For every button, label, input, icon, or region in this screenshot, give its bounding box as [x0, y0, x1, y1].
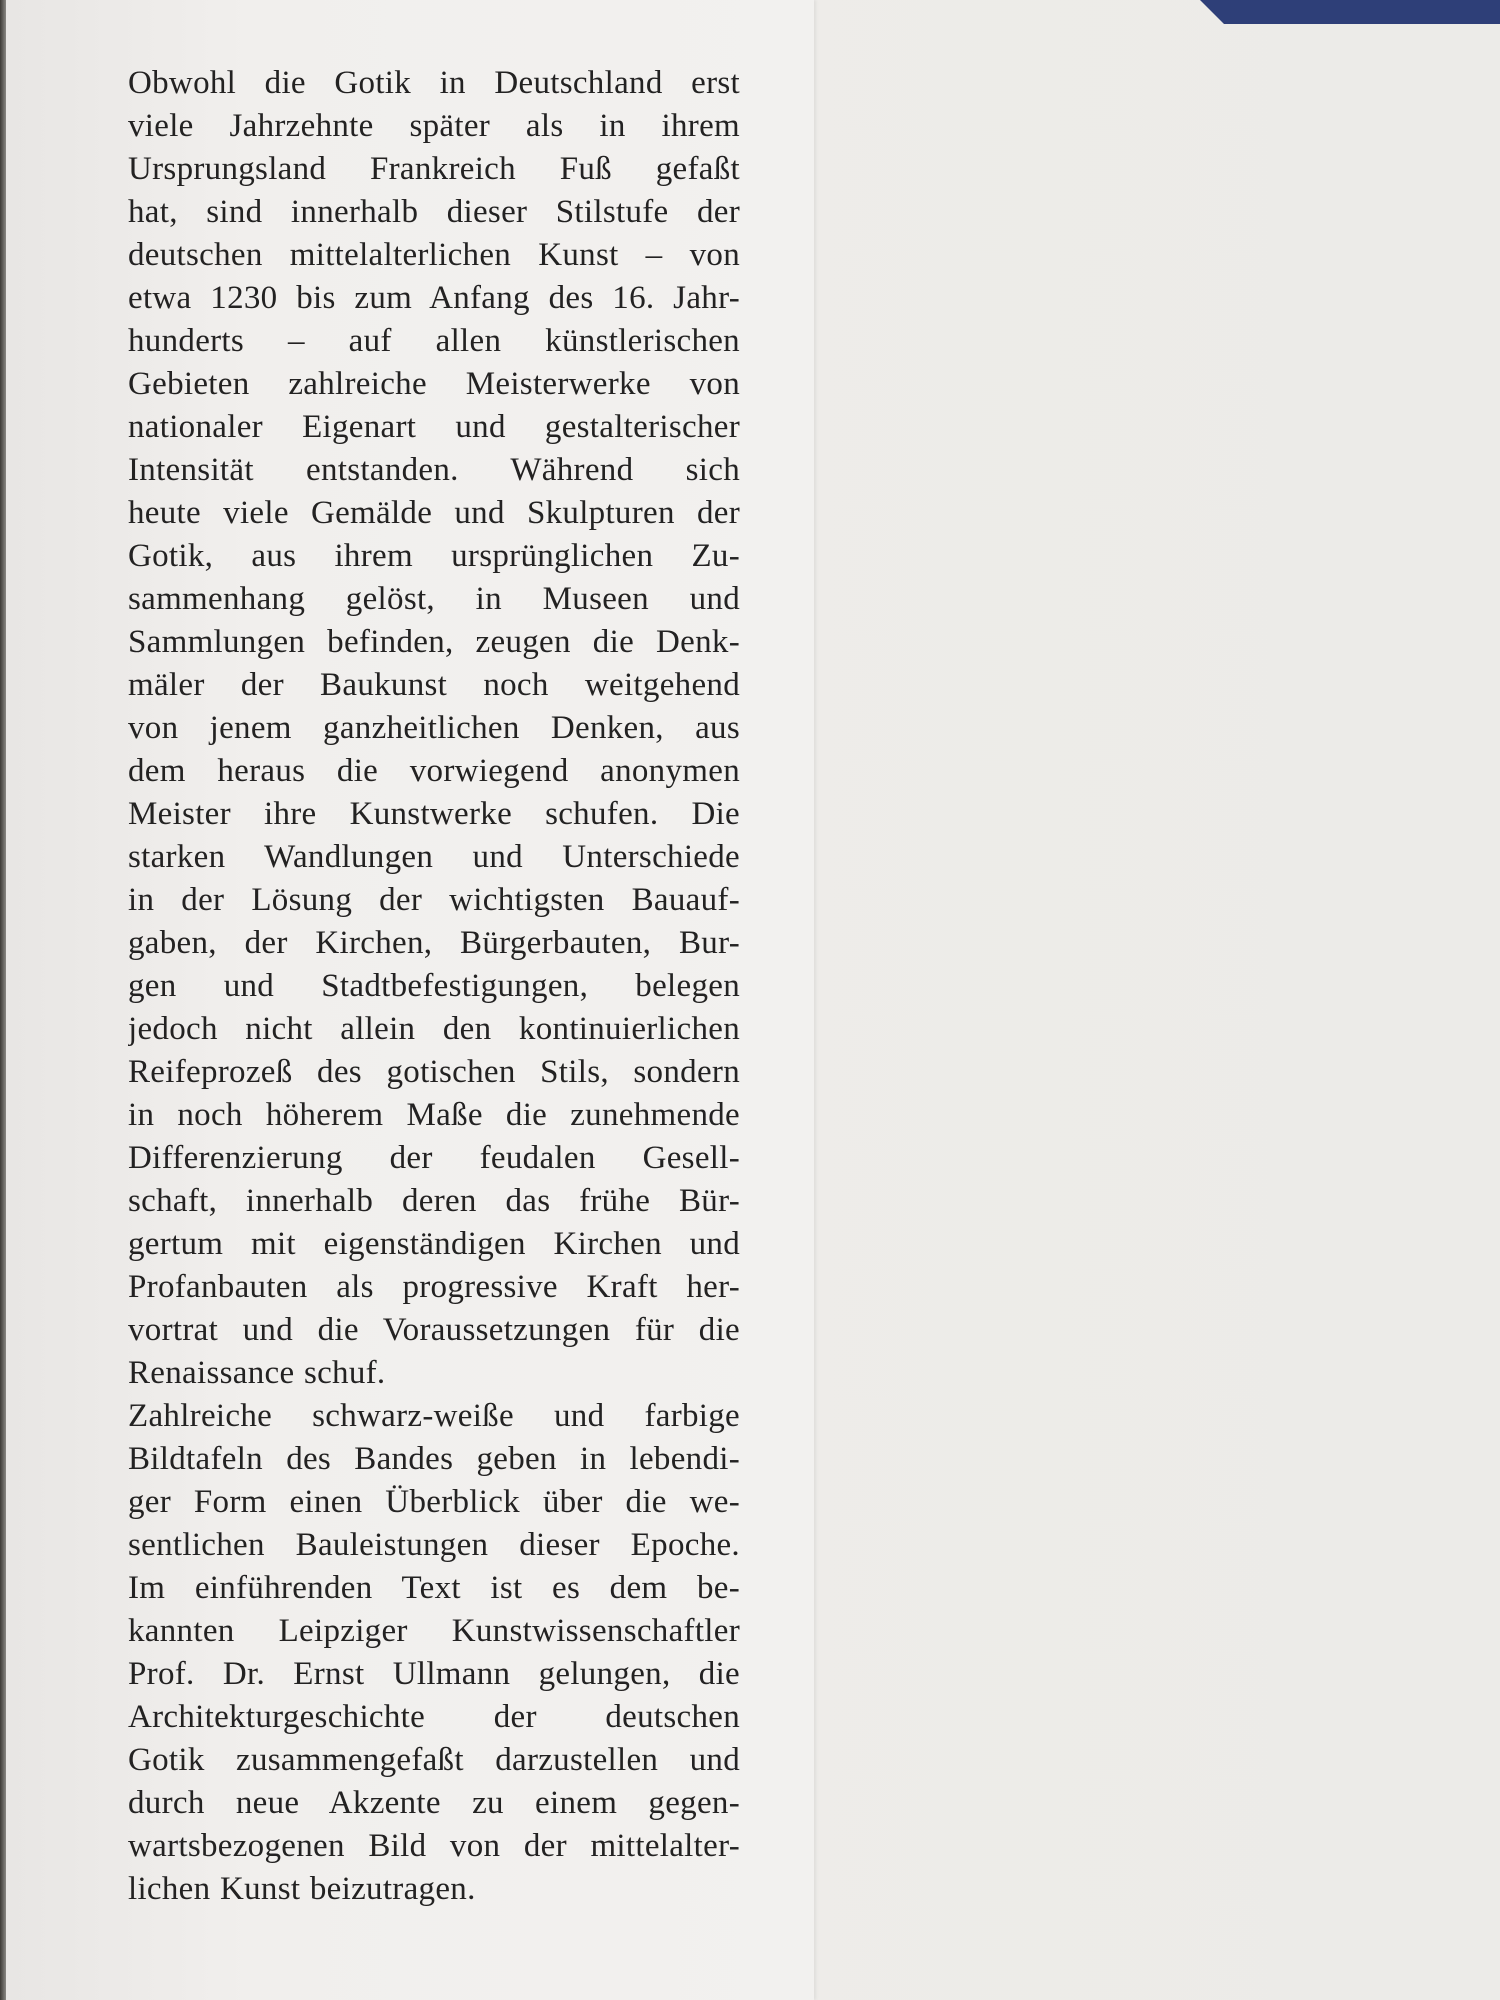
text-line: heute viele Gemälde und Skulpturen der	[128, 495, 740, 531]
text-line: durch neue Akzente zu einem gegen-	[128, 1785, 740, 1821]
text-line: schaft, innerhalb deren das frühe Bür-	[128, 1183, 740, 1219]
text-line: Renaissance schuf.	[128, 1355, 386, 1391]
text-line: Bildtafeln des Bandes geben in lebendi-	[128, 1441, 740, 1477]
text-line: Gotik, aus ihrem ursprünglichen Zu-	[128, 538, 740, 574]
paragraph-1	[128, 62, 740, 1395]
text-line: Sammlungen befinden, zeugen die Denk-	[128, 624, 740, 660]
text-line: gaben, der Kirchen, Bürgerbauten, Bur-	[128, 925, 740, 961]
text-line: von jenem ganzheitlichen Denken, aus	[128, 710, 740, 746]
text-line: Architekturgeschichte der deutschen	[128, 1699, 740, 1735]
text-line: nationaler Eigenart und gestalterischer	[128, 409, 740, 445]
text-line: sammenhang gelöst, in Museen und	[128, 581, 740, 617]
text-line: Gebieten zahlreiche Meisterwerke von	[128, 366, 740, 402]
text-line: wartsbezogenen Bild von der mittelalter-	[128, 1828, 740, 1864]
text-line: Ursprungsland Frankreich Fuß gefaßt	[128, 151, 740, 187]
text-line: sentlichen Bauleistungen dieser Epoche.	[128, 1527, 740, 1563]
text-line: Meister ihre Kunstwerke schufen. Die	[128, 796, 740, 832]
text-line: Profanbauten als progressive Kraft her-	[128, 1269, 740, 1305]
text-line: in der Lösung der wichtigsten Bauauf-	[128, 882, 740, 918]
text-line: lichen Kunst beizutragen.	[128, 1871, 476, 1907]
text-line: in noch höherem Maße die zunehmende	[128, 1097, 740, 1133]
text-line: vortrat und die Voraussetzungen für die	[128, 1312, 740, 1348]
text-line: ger Form einen Überblick über die we-	[128, 1484, 740, 1520]
text-line: starken Wandlungen und Unterschiede	[128, 839, 740, 875]
text-line: Intensität entstanden. Während sich	[128, 452, 740, 488]
text-line: kannten Leipziger Kunstwissenschaftler	[128, 1613, 740, 1649]
blue-cover-corner	[1200, 0, 1500, 24]
text-line: gen und Stadtbefestigungen, belegen	[128, 968, 740, 1004]
text-line: viele Jahrzehnte später als in ihrem	[128, 108, 740, 144]
text-line: hat, sind innerhalb dieser Stilstufe der	[128, 194, 740, 230]
text-line: etwa 1230 bis zum Anfang des 16. Jahr-	[128, 280, 740, 316]
text-page	[6, 0, 814, 2000]
blurb-text	[128, 62, 740, 1911]
text-line: gertum mit eigenständigen Kirchen und	[128, 1226, 740, 1262]
text-line: Im einführenden Text ist es dem be-	[128, 1570, 740, 1606]
text-line: Reifeprozeß des gotischen Stils, sondern	[128, 1054, 740, 1090]
text-line: dem heraus die vorwiegend anonymen	[128, 753, 740, 789]
text-line: Obwohl die Gotik in Deutschland erst	[128, 65, 740, 101]
text-line: Differenzierung der feudalen Gesell-	[128, 1140, 740, 1176]
text-line: Zahlreiche schwarz-weiße und farbige	[128, 1398, 740, 1434]
text-line: Prof. Dr. Ernst Ullmann gelungen, die	[128, 1656, 740, 1692]
text-line: deutschen mittelalterlichen Kunst – von	[128, 237, 740, 273]
text-line: jedoch nicht allein den kontinuierlichen	[128, 1011, 740, 1047]
text-line: Gotik zusammengefaßt darzustellen und	[128, 1742, 740, 1778]
text-line: hunderts – auf allen künstlerischen	[128, 323, 740, 359]
paragraph-2	[128, 1395, 740, 1911]
text-line: mäler der Baukunst noch weitgehend	[128, 667, 740, 703]
